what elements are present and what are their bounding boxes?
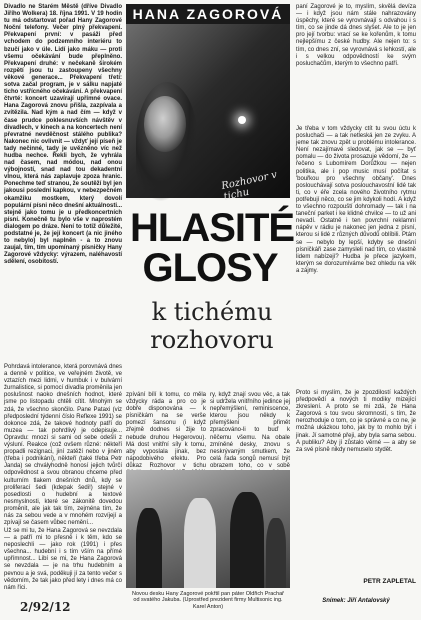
middle-text: Pohrdavá intolerance, která porovnává dnes a denně v politice, ve veřejném životě, ve vztazích mezi lidmi, v humbuk i v bulvární žurnalistice, si pomocí divadla proměnila jen poslušnost naoko dnešních hodnot, které jsme po listopadu chtěli cítit. Mnohým se zdá, že všechno skončilo. Pane Pataxi (viz předposlední týdenní číslo Reflexe 1991) se dokonce zdá, že takové hodnoty patří do muzea — tak pohrdlivý je odepisuje... Opravdu: mnozí si sami od sebe odešli z výsluní. Reakce (což ovšem různé: někteří propadli rezignaci, jiní zatěží nebo v jiném (třeba i podnikání), někteří (také třeba Petr Janda) se chvályhodně honosí jejich tvůrčí odpovědnost a svou obranou chceme před kulturním tlakem dnešních dnů, kdy se proliferací šedi (kdepak šedi!) stejné v posedlosti o hudební a textové nesmyslnosti, které se zákonitě dovedou proměnit, ale jak tak tím, zejména tím, že nás za sebou vede a v mnohém rozvíjejí a zpívají se časem vůbec nemění...	[4, 364, 122, 527]
left-column-intro	[4, 4, 123, 266]
photo-script-caption: Rozhovor v tichu	[220, 169, 279, 203]
masthead-name: HANA ZAGOROVÁ	[126, 4, 290, 24]
center-text-2: ry, když znají svou věc, a tak si udržela vnitřního jedince jej nepřemýšlení, reminiscence, kterou jsou někdy k přemýšlení přimět zpracováno-li to buď k něčemu všemu. Na obale zmíněné desky, znovu s neskrývaným smutkem, že celá řada songů nemusí být obrazem toho, co v sobě	[210, 392, 290, 469]
center-column-2	[210, 392, 290, 468]
photo-credit: Snímek: Jiří Antalovský	[322, 598, 390, 604]
center-text-1: zpívání bílí k tomu, co měla vždycky ráda a pro co je dobře disponována — k písničkám na se verše pomezí šansonu (i když zřejmě dodnes si žije to nebude druhou Hegerovou). Má dost vnitřní síly k tomu, aby vyposlala jinak, bez nápodobivého efektu. Pro důkaz Rozhovor v tichu	[126, 392, 206, 469]
subhead-line2: rozhovoru	[150, 326, 274, 354]
photo-figure-left	[136, 508, 162, 588]
portrait-photo	[126, 24, 290, 203]
headline-line2: GLOSY	[142, 246, 278, 290]
issue-folio: 2/92/12	[20, 600, 71, 614]
center-column-1	[126, 392, 206, 468]
photo-face-shape	[144, 96, 186, 152]
subheadline	[138, 298, 286, 354]
photo-figure-center	[184, 498, 216, 588]
headline-line1: HLASITÉ	[130, 206, 295, 250]
right-column-text1	[296, 4, 416, 124]
left-column-lower	[4, 528, 122, 590]
lower-text: Už se mi tu, že Hana Zagorová se nevzdala — a patří mi to přesně i k těm, kdo se neposlechli — jako rok (1991) i přes všechna... hudební i s tím vším na přímé upřímnost... Libí se mi, že Hana Zagorová se nevzdala — je na trhu hudebním a pevnou a je svá, poděkuji jí za tento večer s vědomím, že tak jako před lety i dnes má co nám říci.	[4, 528, 122, 591]
intro-text: Divadlo ne Starém Městě (dříve Divadlo Jiřího Wolkera) 18. října 1991. V 19 hodin tu má odstartovat pořad Hany Zagorové Noční telefony. Večer plný překvapení. Překvapení první: v pasáži před vchodem do podzemního interiéru to bzučí jako v úle. Lidí jako máku — proti všemu očekávání bude přeplněno. Překvapení druhé: v nečekaně širokém rozpětí jsou tu zastoupeny všechny věkové generace... Překvapení třetí: sotva začal program, je v sálku napjaté ticho vstřícného očekávání. A překvapení čtvrté: koncert uzavírají upřímné ovace. Hana Zagorová znovu přišla, zazpívala a zvítězila. Nad kým a nad čím — když v čase prudce poklesnuvších návštěv v divadlech, v kinech a na koncertech není převratné nevděčnost stálého publika? Nakonec nic ovlivnit — vždyť její píseň je tady nečinné, tady je uvězněno víc než hudba nechce. Řekli bych, že vyhrála nad časem, nad módou, nad onou výbojností, snad nad tou dekadentní vlnou, která nás zaplavuje zpoza hranic. Ponechme teď stranou, že soutěží byl jen jakousi poslední kapkou, v nebezpečném okamžiku mostkem, který dovolí populární písni něco dnešní aktuálnosti... stejně jako tomu je u předkoncertních písní. Konečně tu bylo vše v naprostém dialogem po dráze. Není to totiž důležité, podstatné je, že její koncert (a nic jiného to nebylo) byl naplněn - a to znovu zaujal, tím, tím upomínaný písničky Hany Zagorové vždycky: výrazem, naléhavostí sdělení, osobitostí.	[4, 4, 123, 266]
right-text-1: paní Zagorové je to, myslím, skvělá devíza — i když jsou nám stále nahrazovány úspěchy, které se vyrovnávají s odvahou i s tím, co se jinde dá dnes slyšet. Ale to je jen pro její tvorbu: vrací se ke kořenům, k tomu nejlepšímu z české hudby. Ale nejen to: s tím, co dnes zní, se vyrovnává s lehkostí, ale i s velkou odpovědností ke svým posluchačům, kterým to všechno patří.	[296, 4, 416, 67]
christening-photo	[126, 470, 290, 588]
bottom-photo-caption: Novou desku Hany Zagorové pokřtil pan páter Oldřich Prachař od svatého Jakuba. (Uprostřed prezident firmy Multisonic ing. Karel Anton)	[132, 591, 284, 610]
photo-figure-priest	[230, 492, 264, 588]
right-column-text2	[296, 126, 416, 388]
right-text-3: Proto si myslím, že je zpozdilostí každých předpovědí a nových ti modiky mizející zkreslení. A proto se mi zdá, že Hana Zagorová s tou svou skromností, s tím, že nerozhoduje o tom, co je správné a co ne, je možná ukázkou toho, jak by to mohlo být i jinak. Jí samotné přeji, aby byla sama sebou. A publiku? Aby jí zůstalo věrné — a aby se za své písně nikdy nemuselo stydět.	[296, 390, 416, 453]
subhead-line1: k tichému	[151, 298, 273, 326]
photo-lamp-light	[238, 116, 246, 124]
right-text-2: Je třeba v tom vždycky ctít tu svou úctu k posluchači — a tak netleská jen ze zvyku. A jeme tak znovu zpět u problému intolerance. Není nezajímavé sledovat, jak se — byť pomalu — do života prosazuje vědomí, že — řečeno s Lubomírem Dorůžkou — nejen politika, ale i pop music musí počítat s 'bouřkou pro všechny občany'. Dnes poslouchávají sotva poslouchavostní lidé tak ti, co v éře zcela nového životního rytmu potřebují něco, co se jim kdykoli hodí. A když to všechno rozpouští dohromady — tak i na taneční parket i ke klidné chvilce — to už ani nevadí. Ostatně i ten povrchní reklamní nápěv v rádiu je nakonec jen jedna z písní, kterou si lidé z různých důvodů oblíbili. Ptám se — nebylo by lepší, kdyby se dnešní písničkáři zase zamysleli nad tím, co vlastně lidem nabízejí? Hudba je přece jazykem, kterým se dorozumíváme bez ohledu na věk a zájmy.	[296, 126, 416, 274]
right-column-text3	[296, 390, 416, 574]
left-column-middle	[4, 364, 122, 527]
author-byline: PETR ZAPLETAL	[363, 578, 416, 585]
photo-figure-right	[266, 518, 286, 588]
headline	[130, 206, 295, 290]
